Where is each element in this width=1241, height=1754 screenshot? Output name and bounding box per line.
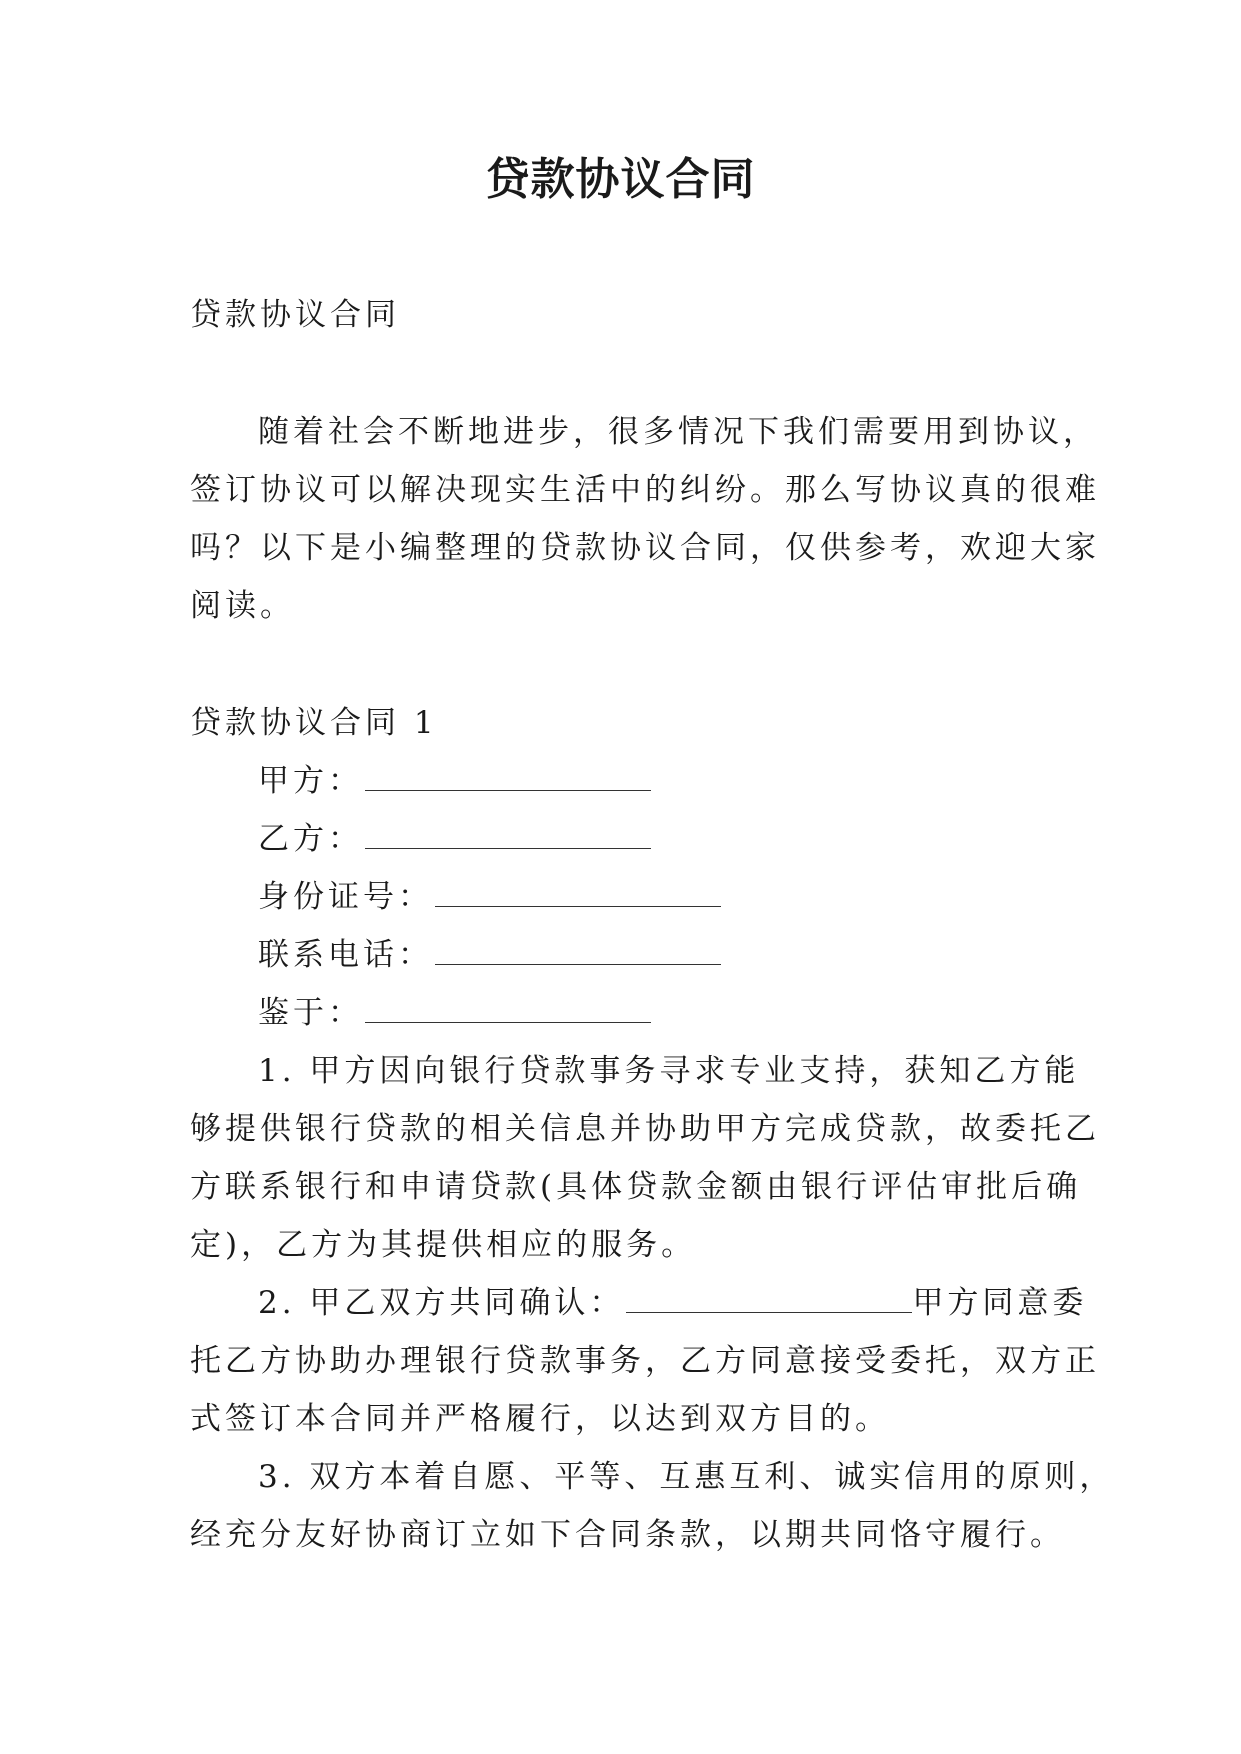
clause1-line-2: 够提供银行贷款的相关信息并协助甲方完成贷款，故委托乙: [190, 1111, 1100, 1147]
party-a-blank: [365, 760, 651, 791]
clause2-blank: [626, 1282, 912, 1313]
id-number-field: [258, 868, 1138, 926]
clause2-line-1: [258, 1274, 1138, 1332]
phone-field: [258, 926, 1138, 984]
intro-line-1: 随着社会不断地进步，很多情况下我们需要用到协议，: [258, 414, 1098, 450]
clause3-line-2: 经充分友好协商订立如下合同条款，以期共同恪守履行。: [190, 1517, 1065, 1553]
id-number-blank: [435, 876, 721, 907]
id-number-label: 身份证号：: [258, 879, 433, 915]
whereas-label: 鉴于：: [258, 995, 363, 1031]
party-a-field: [258, 752, 1138, 810]
clause2-suffix: 甲方同意委: [912, 1285, 1088, 1321]
party-b-field: [258, 810, 1138, 868]
document-subtitle: 贷款协议合同: [190, 297, 400, 333]
intro-line-4: 阅读。: [190, 588, 295, 624]
clause2-prefix: 2. 甲乙双方共同确认：: [258, 1285, 625, 1321]
party-b-blank: [365, 818, 651, 849]
phone-label: 联系电话：: [258, 937, 433, 973]
section-heading: 贷款协议合同 1: [190, 705, 438, 741]
whereas-blank: [365, 992, 651, 1023]
document-title: 贷款协议合同: [485, 154, 756, 205]
clause1-line-3: 方联系银行和申请贷款(具体贷款金额由银行评估审批后确: [190, 1169, 1082, 1205]
clause3-line-1: 3. 双方本着自愿、平等、互惠互利、诚实信用的原则，: [258, 1459, 1115, 1495]
phone-blank: [435, 934, 721, 965]
clause2-line-2: 托乙方协助办理银行贷款事务，乙方同意接受委托，双方正: [190, 1343, 1100, 1379]
whereas-field: [258, 984, 1138, 1042]
intro-line-3: 吗？以下是小编整理的贷款协议合同，仅供参考，欢迎大家: [190, 530, 1100, 566]
party-a-label: 甲方：: [258, 763, 363, 799]
clause1-line-4: 定)，乙方为其提供相应的服务。: [190, 1227, 697, 1263]
clause2-line-3: 式签订本合同并严格履行，以达到双方目的。: [190, 1401, 890, 1437]
intro-line-2: 签订协议可以解决现实生活中的纠纷。那么写协议真的很难: [190, 472, 1100, 508]
clause1-line-1: 1. 甲方因向银行贷款事务寻求专业支持，获知乙方能: [258, 1053, 1080, 1089]
party-b-label: 乙方：: [258, 821, 363, 857]
